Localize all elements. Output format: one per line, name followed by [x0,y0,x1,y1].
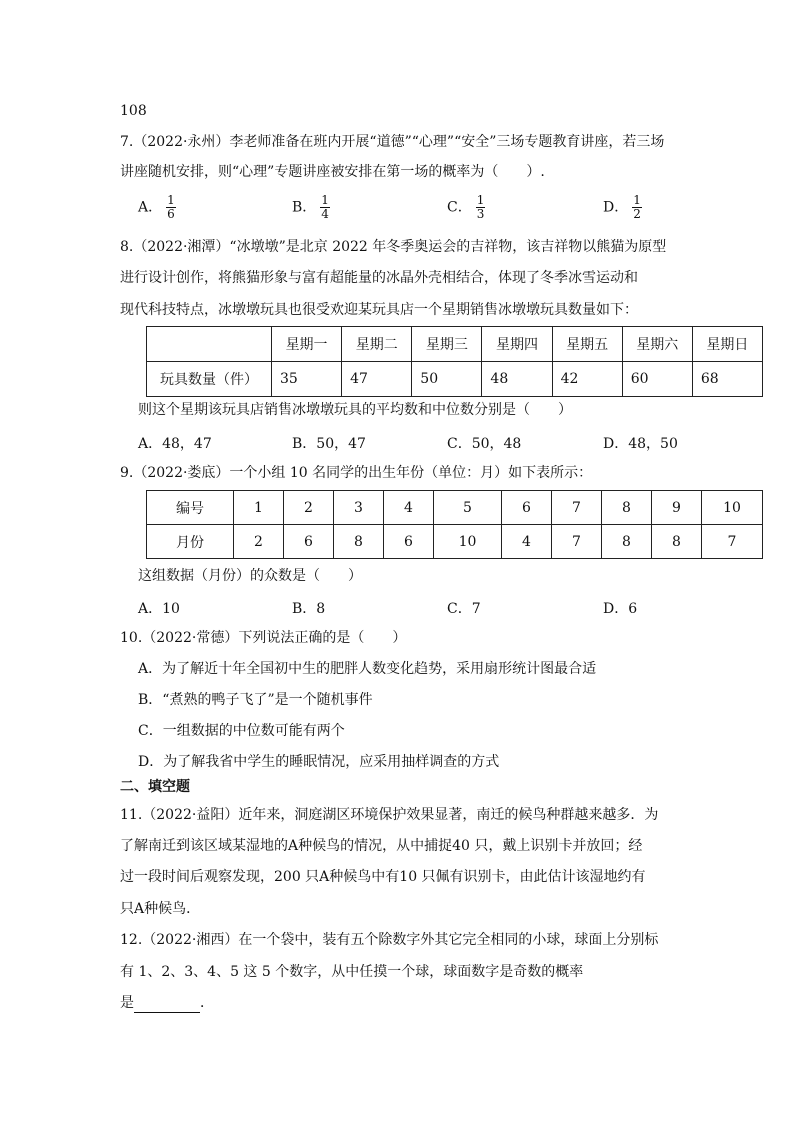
table-cell: 9 [652,491,702,525]
table-cell: 68 [692,362,762,397]
table-cell: 48 [482,362,552,397]
answer-blank [134,998,200,1013]
table-row-label: 月份 [147,525,234,559]
q10-option-c: C．一组数据的中位数可能有两个 [138,723,345,739]
fraction: $\frac{1}{3}$ [476,193,485,221]
q9-line1: 9.（2022·娄底）一个小组 10 名同学的出生年份（单位：月）如下表所示： [120,465,593,481]
table-cell: 7 [552,491,602,525]
q12-line2: 有 1、2、3、4、5 这 5 个数字，从中任摸一个球，球面数字是奇数的概率 [120,964,584,980]
q8-line1: 8.（2022·湘潭）“冰墩墩”是北京 2022 年冬季奥运会的吉祥物，该吉祥物以熊猫为原型 [120,239,667,255]
table-corner-cell [147,327,272,362]
table-cell: 7 [552,525,602,559]
q10-option-b: B．“煮熟的鸭子飞了”是一个随机事件 [138,692,373,708]
table-cell: 4 [384,491,434,525]
q8-question: 则这个星期该玩具店销售冰墩墩玩具的平均数和中位数分别是（ ） [138,402,572,418]
q8-option-c: C．50，48 [447,436,522,452]
table-cell: 8 [602,491,652,525]
table-cell: 5 [434,491,502,525]
q9-option-c: C．7 [447,601,481,617]
fraction: $\frac{1}{4}$ [321,193,329,221]
table-cell: 8 [602,525,652,559]
q8-option-b: B．50，47 [292,436,366,452]
table-cell: 8 [334,525,384,559]
table-cell: 47 [342,362,412,397]
table-cell: 8 [652,525,702,559]
table-cell: 4 [502,525,552,559]
fraction: $\frac{1}{6}$ [167,193,175,221]
q9-option-b: B．8 [292,601,326,617]
table-header-cell: 星期日 [692,327,762,362]
table-cell: 35 [272,362,342,397]
q7-line2: 讲座随机安排，则“心理”专题讲座被安排在第一场的概率为（ ）. [120,164,545,180]
q8-line3: 现代科技特点，冰墩墩玩具也很受欢迎某玩具店一个星期销售冰墩墩玩具数量如下： [120,302,638,318]
table-row-label: 编号 [147,491,234,525]
table-header-cell: 星期四 [482,327,552,362]
q10-line1: 10.（2022·常德）下列说法正确的是（ ） [120,630,407,646]
q9-option-a: A．10 [138,601,180,617]
q11-line3: 过一段时间后观察发现，200 只A种候鸟中有10 只佩有识别卡，由此估计该湿地约有 [120,869,646,885]
table-header-cell: 星期一 [272,327,342,362]
table-cell: 3 [334,491,384,525]
table-cell: 1 [234,491,284,525]
table-cell: 7 [702,525,763,559]
q12-line1: 12.（2022·湘西）在一个袋中，装有五个除数字外其它完全相同的小球，球面上分别标 [120,932,659,948]
table-row-label: 玩具数量（件） [147,362,272,397]
q7-option-b: B． $\frac{1}{4}$ [292,193,329,221]
table-cell: 10 [434,525,502,559]
fraction: $\frac{1}{2}$ [633,193,641,221]
q9-month-table [146,490,763,559]
table-header-cell: 星期二 [342,327,412,362]
table-cell: 42 [552,362,622,397]
q11-line4: 只A种候鸟． [120,901,201,917]
q8-option-d: D．48，50 [603,436,678,452]
q8-line2: 进行设计创作，将熊猫形象与富有超能量的冰晶外壳相结合，体现了冬季冰雪运动和 [120,270,638,286]
q7-option-d: D． $\frac{1}{2}$ [603,193,641,221]
table-cell: 6 [384,525,434,559]
q11-line1: 11.（2022·益阳）近年来，洞庭湖区环境保护效果显著，南迁的候鸟种群越来越多．为 [120,807,659,823]
q8-sales-table [146,326,763,397]
table-cell: 2 [234,525,284,559]
table-header-cell: 星期五 [552,327,622,362]
q9-question: 这组数据（月份）的众数是（ ） [138,568,362,584]
table-header-cell: 星期六 [622,327,692,362]
q7-option-c: C． $\frac{1}{3}$ [447,193,485,221]
table-header-cell: 星期三 [412,327,482,362]
q11-line2: 了解南迁到该区域某湿地的A种候鸟的情况，从中捕捉40 只，戴上识别卡并放回；经 [120,838,643,854]
table-cell: 60 [622,362,692,397]
q7-option-a: A． $\frac{1}{6}$ [138,193,175,221]
section-heading-fill-in: 二、填空题 [120,779,190,795]
table-cell: 6 [284,525,334,559]
q10-option-d: D．为了解我省中学生的睡眠情况，应采用抽样调查的方式 [138,754,500,770]
table-cell: 6 [502,491,552,525]
q10-option-a: A．为了解近十年全国初中生的肥胖人数变化趋势，采用扇形统计图最合适 [138,661,597,677]
q9-option-d: D．6 [603,601,638,617]
q12-line3: 是 ． [120,995,214,1011]
q7-line1: 7.（2022·永州）李老师准备在班内开展“道德”“心理”“安全”三场专题教育讲座，若三场 [120,134,665,150]
page-number: 108 [120,103,147,119]
table-cell: 50 [412,362,482,397]
table-cell: 10 [702,491,763,525]
table-cell: 2 [284,491,334,525]
q8-option-a: A．48，47 [138,436,212,452]
